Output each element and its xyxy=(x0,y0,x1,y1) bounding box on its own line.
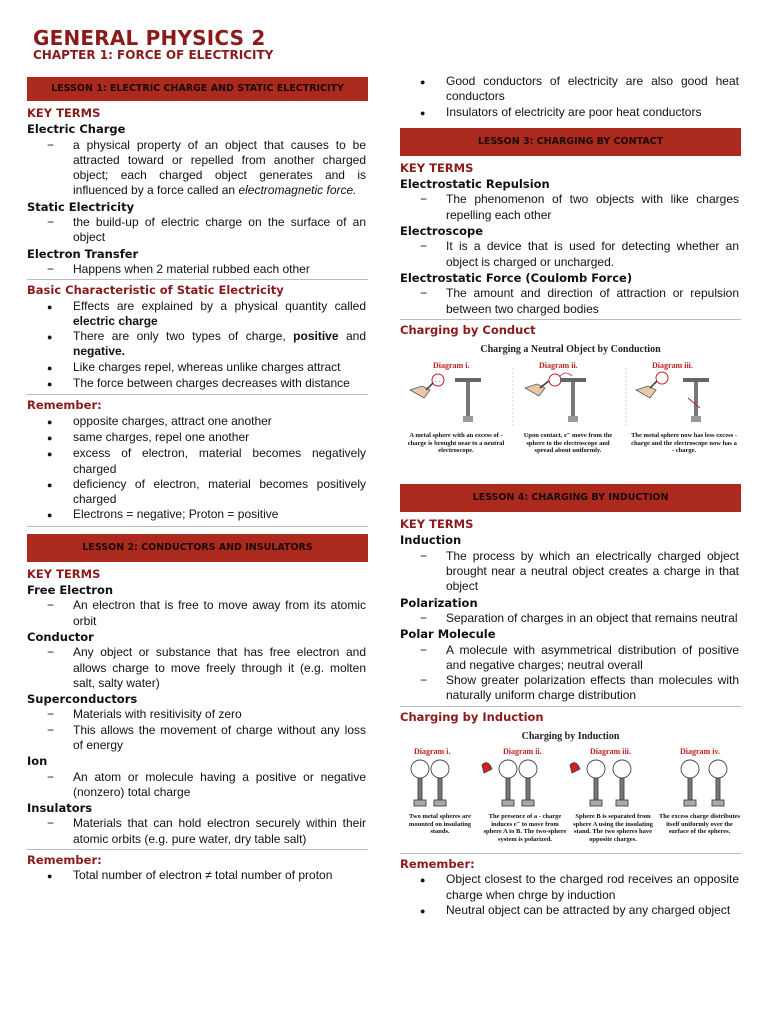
definition-ion xyxy=(47,770,368,801)
bullet-marker: ● xyxy=(47,301,53,312)
list-item xyxy=(47,868,368,884)
document-title: GENERAL PHYSICS 2 xyxy=(33,26,266,50)
definition-text: The phenomenon of two objects with like charges repelling each other xyxy=(446,192,739,222)
diagram-title: Charging a Neutral Object by Conduction xyxy=(480,344,661,356)
bullet-marker: ● xyxy=(47,871,53,882)
dash-marker: − xyxy=(47,137,55,152)
dash-marker: − xyxy=(47,645,55,660)
bullet-marker: ● xyxy=(420,905,426,916)
definition-polarization xyxy=(420,611,741,626)
dash-marker: − xyxy=(47,598,55,613)
definition-text: Any object or substance that has free electron and allows charge to move freely through it (e.g. molten salt, salty water) xyxy=(73,645,366,690)
induction-illustration xyxy=(400,755,741,811)
dash-marker: − xyxy=(47,261,55,276)
term-free-electron: Free Electron xyxy=(27,583,114,598)
panel-ii xyxy=(482,760,537,806)
definition-superconductors xyxy=(47,707,368,722)
divider xyxy=(27,394,368,395)
lesson3-key-terms-heading: KEY TERMS xyxy=(400,160,474,175)
definition-polar-molecule xyxy=(420,673,741,704)
definition-static-electricity xyxy=(47,215,368,246)
list-item-bold: electric charge xyxy=(73,313,158,328)
lesson2-banner: LESSON 2: CONDUCTORS AND INSULATORS xyxy=(27,534,368,562)
definition-electrostatic-force xyxy=(420,286,741,317)
definition-conductor xyxy=(47,645,368,691)
divider xyxy=(27,849,368,850)
list-item xyxy=(47,430,368,446)
dash-marker: − xyxy=(47,215,55,230)
list-item-text: There are only two types of charge, xyxy=(73,329,294,344)
dash-marker: − xyxy=(420,610,428,625)
divider xyxy=(27,279,368,280)
definition-text: This allows the movement of charge without any loss of energy xyxy=(73,722,366,752)
list-item xyxy=(47,360,368,376)
definition-text: Separation of charges in an object that remains neutral xyxy=(446,610,738,625)
term-electrostatic-force: Electrostatic Force (Coulomb Force) xyxy=(400,270,633,285)
term-static-electricity: Static Electricity xyxy=(27,199,135,214)
definition-text: Materials that can hold electron securely within their atomic orbits (e.g. pure water, dry table salt) xyxy=(73,816,366,846)
definition-text: a physical property of an object that causes to be attracted toward or repelled from another charged object; each charged object generates and is influenced by a force called an xyxy=(73,137,366,198)
definition-electrostatic-repulsion xyxy=(420,192,741,223)
diagram-caption: Upon contact, e⁻ move from the sphere to the electroscope and spread about uniformly. xyxy=(523,432,613,455)
bullet-marker: ● xyxy=(47,432,53,443)
diagram-label: Diagram iii. xyxy=(652,361,693,371)
term-insulators: Insulators xyxy=(27,801,93,816)
dash-marker: − xyxy=(47,707,55,722)
definition-electric-charge xyxy=(47,138,368,199)
term-superconductors: Superconductors xyxy=(27,692,138,707)
lesson4-banner: LESSON 4: CHARGING BY INDUCTION xyxy=(400,484,741,512)
diagram-label: Diagram iv. xyxy=(680,747,720,757)
definition-emphasis: electromagnetic force. xyxy=(238,183,357,198)
list-item-text: opposite charges, attract one another xyxy=(73,413,272,428)
list-item-text: Good conductors of electricity are also good heat conductors xyxy=(446,74,739,104)
diagram-label: Diagram i. xyxy=(433,361,470,371)
diagram-caption: Two metal spheres are mounted on insulating stands. xyxy=(408,813,472,836)
lesson4-key-terms-heading: KEY TERMS xyxy=(400,517,474,532)
divider xyxy=(400,853,741,854)
bullet-marker: ● xyxy=(47,332,53,343)
list-item-text: Effects are explained by a physical quantity called xyxy=(73,298,366,313)
definition-text: A molecule with asymmetrical distribution of positive and negative charges; neutral overall xyxy=(446,642,739,672)
diagram-caption: The excess charge distributes itself uniformly over the surface of the spheres. xyxy=(658,813,741,836)
panel-i xyxy=(410,374,481,422)
diagram-caption: Sphere B is separated from sphere A using the insulating stand. The two spheres have opposite charges. xyxy=(573,813,653,843)
remember-heading: Remember: xyxy=(27,398,102,413)
right-column xyxy=(400,74,741,919)
term-conductor: Conductor xyxy=(27,629,94,644)
term-electroscope: Electroscope xyxy=(400,224,484,239)
term-induction: Induction xyxy=(400,533,462,548)
list-item xyxy=(420,74,741,105)
bullet-marker: ● xyxy=(47,379,53,390)
dash-marker: − xyxy=(420,642,428,657)
definition-text: The process by which an electrically charged object brought near a neutral object creates a charge in that object xyxy=(446,548,739,594)
diagram-caption: The metal sphere now has less excess - charge and the electroscope now has a - charge. xyxy=(631,432,737,455)
divider xyxy=(400,706,741,707)
definition-induction xyxy=(420,549,741,595)
list-item-text: excess of electron, material becomes negatively charged xyxy=(73,446,366,476)
list-item xyxy=(47,477,368,508)
list-item-text: Object closest to the charged rod receives an opposite charge when chrge by induction xyxy=(446,872,739,902)
left-column xyxy=(27,77,368,885)
diagram-caption: The presence of a - charge induces e⁻ to move from sphere A to B. The two-sphere system is polarized. xyxy=(483,813,567,843)
diagram-caption: A metal sphere with an excess of - charge is brought near to a neutral electroscope. xyxy=(407,432,505,455)
bullet-marker: ● xyxy=(47,510,53,521)
induction-diagram xyxy=(400,729,741,851)
bullet-marker: ● xyxy=(47,449,53,460)
bullet-marker: ● xyxy=(420,875,426,886)
term-electron-transfer: Electron Transfer xyxy=(27,246,139,261)
diagram-label: Diagram i. xyxy=(414,747,451,757)
list-item-bold: positive xyxy=(293,329,339,344)
term-electric-charge: Electric Charge xyxy=(27,122,126,137)
list-item-text: Electrons = negative; Proton = positive xyxy=(73,507,279,522)
definition-text: The amount and direction of attraction or repulsion between two charged bodies xyxy=(446,286,739,316)
charging-by-induction-heading: Charging by Induction xyxy=(400,709,544,724)
term-polarization: Polarization xyxy=(400,595,478,610)
bullet-marker: ● xyxy=(47,416,53,427)
lesson1-banner: LESSON 1: ELECTRIC CHARGE AND STATIC ELECTRICITY xyxy=(27,77,368,101)
diagram-label: Diagram ii. xyxy=(539,361,578,371)
remember-heading: Remember: xyxy=(400,857,475,872)
list-item-text: Neutral object can be attracted by any charged object xyxy=(446,902,731,917)
panel-i xyxy=(411,760,449,806)
definition-electroscope xyxy=(420,239,741,270)
dash-marker: − xyxy=(420,192,428,207)
list-item-text: same charges, repel one another xyxy=(73,429,250,444)
term-ion: Ion xyxy=(27,754,48,769)
list-item-text: and xyxy=(338,329,366,344)
lesson2-key-terms-heading: KEY TERMS xyxy=(27,566,101,581)
basic-characteristic-heading: Basic Characteristic of Static Electricity xyxy=(27,283,284,298)
list-item xyxy=(47,446,368,477)
diagram-label: Diagram iii. xyxy=(590,747,631,757)
panel-iii xyxy=(570,760,631,806)
panel-iv xyxy=(681,760,727,806)
definition-text: Materials with resitivisity of zero xyxy=(73,707,242,722)
list-item-text: deficiency of electron, material becomes positively charged xyxy=(73,476,366,507)
definition-text: Show greater polarization effects than molecules with naturally uniform charge distribution xyxy=(446,673,739,703)
lesson3-banner: LESSON 3: CHARGING BY CONTACT xyxy=(400,128,741,156)
dash-marker: − xyxy=(47,722,55,737)
dash-marker: − xyxy=(47,816,55,831)
remember-heading: Remember: xyxy=(27,853,102,868)
dash-marker: − xyxy=(47,769,55,784)
definition-text: An electron that is free to move away from its atomic orbit xyxy=(73,598,366,628)
bullet-marker: ● xyxy=(47,362,53,373)
definition-text: It is a device that is used for detecting whether an object is charged or uncharged. xyxy=(446,239,739,269)
list-item xyxy=(420,872,741,903)
bullet-marker: ● xyxy=(420,107,426,118)
list-item xyxy=(47,299,368,330)
chapter-subtitle: CHAPTER 1: FORCE OF ELECTRICITY xyxy=(33,48,274,62)
dash-marker: − xyxy=(420,673,428,688)
list-item-text: Total number of electron ≠ total number of proton xyxy=(73,868,333,883)
definition-text: Happens when 2 material rubbed each other xyxy=(73,261,310,276)
panel-ii xyxy=(525,373,586,422)
list-item-text: Like charges repel, whereas unlike charges attract xyxy=(73,359,341,374)
bullet-marker: ● xyxy=(47,479,53,490)
dash-marker: − xyxy=(420,286,428,301)
definition-text: An atom or molecule having a positive or negative (nonzero) total charge xyxy=(73,769,366,799)
list-item xyxy=(47,507,368,523)
definition-text: the build-up of electric charge on the surface of an object xyxy=(73,215,366,245)
definition-electron-transfer xyxy=(47,262,368,277)
svg-text:- -: - - xyxy=(435,379,441,386)
definition-polar-molecule xyxy=(420,643,741,674)
term-electrostatic-repulsion: Electrostatic Repulsion xyxy=(400,177,550,192)
dash-marker: − xyxy=(420,239,428,254)
term-polar-molecule: Polar Molecule xyxy=(400,627,496,642)
divider xyxy=(27,526,368,527)
bullet-marker: ● xyxy=(420,77,426,87)
dash-marker: − xyxy=(420,548,428,563)
list-item-text: Insulators of electricity are poor heat conductors xyxy=(446,104,702,119)
list-item xyxy=(47,414,368,430)
diagram-label: Diagram ii. xyxy=(503,747,542,757)
list-item xyxy=(420,903,741,919)
panel-iii xyxy=(636,372,709,422)
conduction-diagram xyxy=(400,342,741,472)
definition-free-electron xyxy=(47,598,368,629)
list-item-text: The force between charges decreases with distance xyxy=(73,376,350,391)
lesson1-key-terms-heading: KEY TERMS xyxy=(27,106,101,120)
list-item xyxy=(420,105,741,121)
list-item xyxy=(47,329,368,360)
list-item xyxy=(47,376,368,392)
list-item-bold: negative. xyxy=(73,344,126,359)
definition-insulators xyxy=(47,816,368,847)
conduction-illustration xyxy=(400,368,741,430)
diagram-title: Charging by Induction xyxy=(521,731,620,743)
definition-superconductors xyxy=(47,723,368,754)
divider xyxy=(400,319,741,320)
charging-by-conduct-heading: Charging by Conduct xyxy=(400,322,536,337)
